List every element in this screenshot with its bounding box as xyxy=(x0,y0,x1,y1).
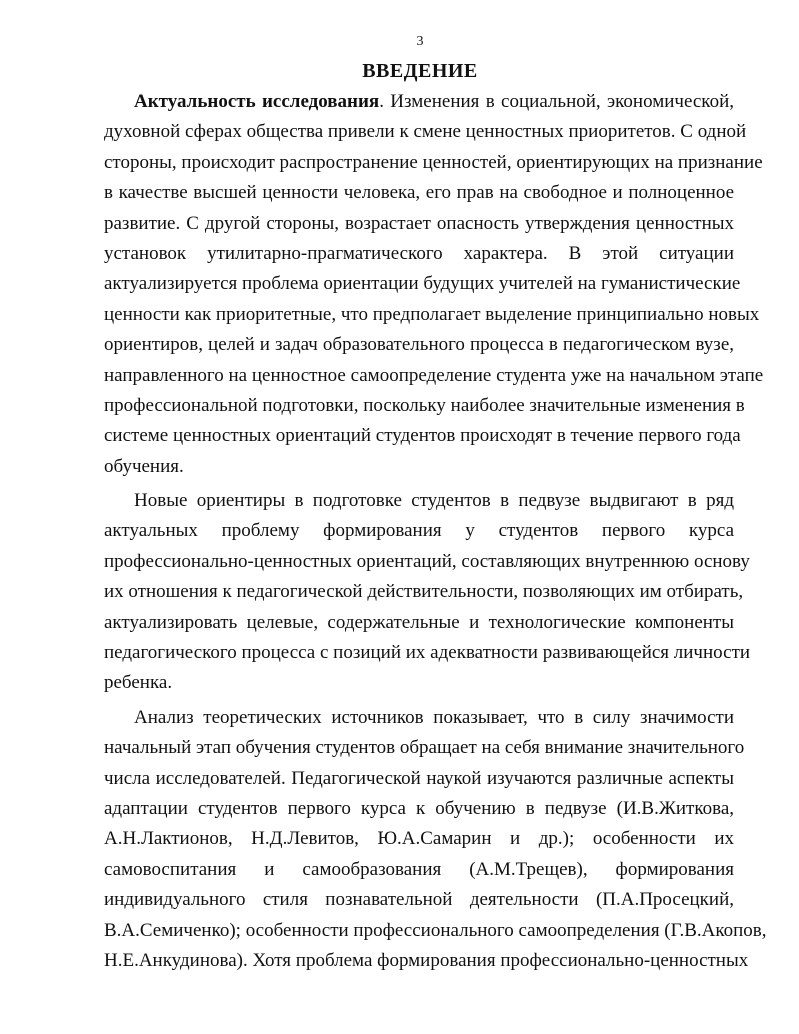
paragraph-1-line-2: духовной сферах общества привели к смене ценностных приоритетов. С одной xyxy=(104,121,747,143)
paragraph-1-line-12: системе ценностных ориентаций студентов происходят в течение первого года xyxy=(104,425,741,447)
paragraph-3-line-4: адаптации студентов первого курса к обучению в педвузе (И.В.Житкова, xyxy=(104,797,734,819)
paragraph-3-line-8: В.А.Семиченко); особенности профессионального самоопределения (Г.В.Акопов, xyxy=(104,919,767,941)
paragraph-1-line-3: стороны, происходит распространение ценностей, ориентирующих на признание xyxy=(104,151,763,173)
paragraph-2-line-7: ребенка. xyxy=(104,672,173,694)
paragraph-1-line-11: профессиональной подготовки, поскольку наиболее значительные изменения в xyxy=(104,394,745,416)
paragraph-1-line-4: в качестве высшей ценности человека, его прав на свободное и полноценное xyxy=(104,182,734,204)
paragraph-3-line-7: индивидуального стиля познавательной деятельности (П.А.Просецкий, xyxy=(104,889,734,911)
section-lead: Актуальность исследования xyxy=(134,91,380,112)
paragraph-2-line-2: актуальных проблему формирования у студентов первого курса xyxy=(104,520,734,542)
paragraph-2-line-6: педагогического процесса с позиций их адекватности развивающейся личности xyxy=(104,642,751,664)
paragraph-2-line-3: профессионально-ценностных ориентаций, составляющих внутреннюю основу xyxy=(104,550,750,572)
paragraph-1-line-1: . Изменения в социальной, экономической, xyxy=(379,91,734,112)
paragraph-1-line-13: обучения. xyxy=(104,455,184,477)
page-title: ВВЕДЕНИЕ xyxy=(362,60,478,82)
paragraph-1-line-7: актуализируется проблема ориентации будущих учителей на гуманистические xyxy=(104,273,741,295)
paragraph-3-line-1: Анализ теоретических источников показывает, что в силу значимости xyxy=(134,706,734,728)
paragraph-3-line-3: числа исследователей. Педагогической наукой изучаются различные аспекты xyxy=(104,767,734,789)
paragraph-2-line-5: актуализировать целевые, содержательные и технологические компоненты xyxy=(104,611,734,633)
paragraph-1-line-9: ориентиров, целей и задач образовательного процесса в педагогическом вузе, xyxy=(104,334,734,356)
paragraph-1-line-8: ценности как приоритетные, что предполагает выделение принципиально новых xyxy=(104,303,760,325)
body-text xyxy=(104,87,767,976)
paragraph-1-line-10: направленного на ценностное самоопределение студента уже на начальном этапе xyxy=(104,364,764,386)
paragraph-1-line-6: установок утилитарно-прагматического характера. В этой ситуации xyxy=(104,242,734,264)
paragraph-1-first-line xyxy=(104,87,734,117)
paragraph-3-line-2: начальный этап обучения студентов обращает на себя внимание значительного xyxy=(104,737,745,759)
paragraph-2-line-1: Новые ориентиры в подготовке студентов в педвузе выдвигают в ряд xyxy=(134,490,734,512)
paragraph-1-line-5: развитие. С другой стороны, возрастает опасность утверждения ценностных xyxy=(104,212,734,234)
paragraph-2-line-4: их отношения к педагогической действительности, позволяющих им отбирать, xyxy=(104,581,744,603)
paragraph-3-line-6: самовоспитания и самообразования (А.М.Трещев), формирования xyxy=(104,858,734,880)
paragraph-3-line-5: А.Н.Лактионов, Н.Д.Левитов, Ю.А.Самарин и др.); особенности их xyxy=(104,828,734,850)
page-number: 3 xyxy=(416,34,424,49)
paragraph-3-line-9: Н.Е.Анкудинова). Хотя проблема формирования профессионально-ценностных xyxy=(104,949,749,971)
